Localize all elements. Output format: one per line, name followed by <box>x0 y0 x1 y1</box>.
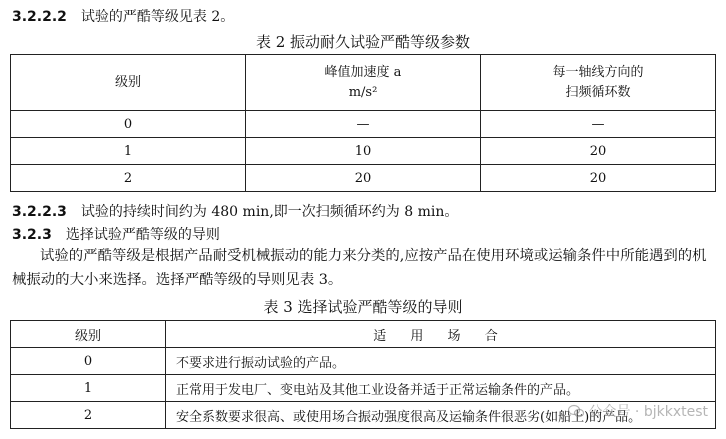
cell-sweep: 20 <box>481 165 716 192</box>
cell-usage: 正常用于发电厂、变电站及其他工业设备并适于正常运输条件的产品。 <box>166 375 716 402</box>
table-row <box>11 165 716 192</box>
cell-level: 1 <box>11 375 166 402</box>
cell-sweep: — <box>481 111 716 138</box>
header-level: 级别 <box>11 321 166 348</box>
section-text: 试验的持续时间约为 480 min,即一次扫频循环约为 8 min。 <box>80 204 459 220</box>
cell-usage: 安全系数要求很高、或使用场合振动强度很高及运输条件很恶劣(如船上)的产品。 <box>166 402 716 429</box>
cell-level: 0 <box>11 348 166 375</box>
table-header-row <box>11 55 716 111</box>
cell-sweep: 20 <box>481 138 716 165</box>
body-paragraph: 试验的严酷等级是根据产品耐受机械振动的能力来分类的,应按产品在使用环境或运输条件中所能遇到的机械振动的大小来选择。选择严酷等级的导则见表 3。 <box>12 248 707 288</box>
section-number: 3.2.2.2 <box>12 9 67 25</box>
header-accel <box>246 55 481 111</box>
header-sweep-line1: 每一轴线方向的 <box>552 64 644 80</box>
cell-accel: — <box>246 111 481 138</box>
header-usage: 适 用 场 合 <box>166 321 716 348</box>
header-level: 级别 <box>11 55 246 111</box>
header-accel-label: 峰值加速度 a <box>324 64 402 80</box>
table3-caption: 表 3 选择试验严酷等级的导则 <box>263 298 463 316</box>
header-sweep <box>481 55 716 111</box>
section-number: 3.2.2.3 <box>12 204 67 220</box>
section-heading: 选择试验严酷等级的导则 <box>65 227 220 243</box>
cell-accel: 20 <box>246 165 481 192</box>
cell-accel: 10 <box>246 138 481 165</box>
section-text: 试验的严酷等级见表 2。 <box>80 9 235 25</box>
table-row <box>11 138 716 165</box>
table-row <box>11 348 716 375</box>
section-3-2-2-3 <box>12 201 458 221</box>
cell-level: 2 <box>11 402 166 429</box>
header-accel-unit: m/s² <box>348 84 378 100</box>
cell-usage: 不要求进行振动试验的产品。 <box>166 348 716 375</box>
table-header-row <box>11 321 716 348</box>
cell-level: 0 <box>11 111 246 138</box>
watermark-text: 公众号 · bjkkxtest <box>588 404 708 420</box>
table-row <box>11 375 716 402</box>
wechat-icon <box>568 404 584 418</box>
cell-level: 1 <box>11 138 246 165</box>
section-3-2-2-2 <box>12 6 234 26</box>
section-number: 3.2.3 <box>12 227 52 243</box>
section-3-2-3 <box>12 224 220 244</box>
table2-caption: 表 2 振动耐久试验严酷等级参数 <box>255 33 471 51</box>
header-sweep-line2: 扫频循环数 <box>565 84 631 100</box>
table2 <box>10 54 716 192</box>
cell-level: 2 <box>11 165 246 192</box>
watermark <box>568 401 708 421</box>
table-row <box>11 111 716 138</box>
